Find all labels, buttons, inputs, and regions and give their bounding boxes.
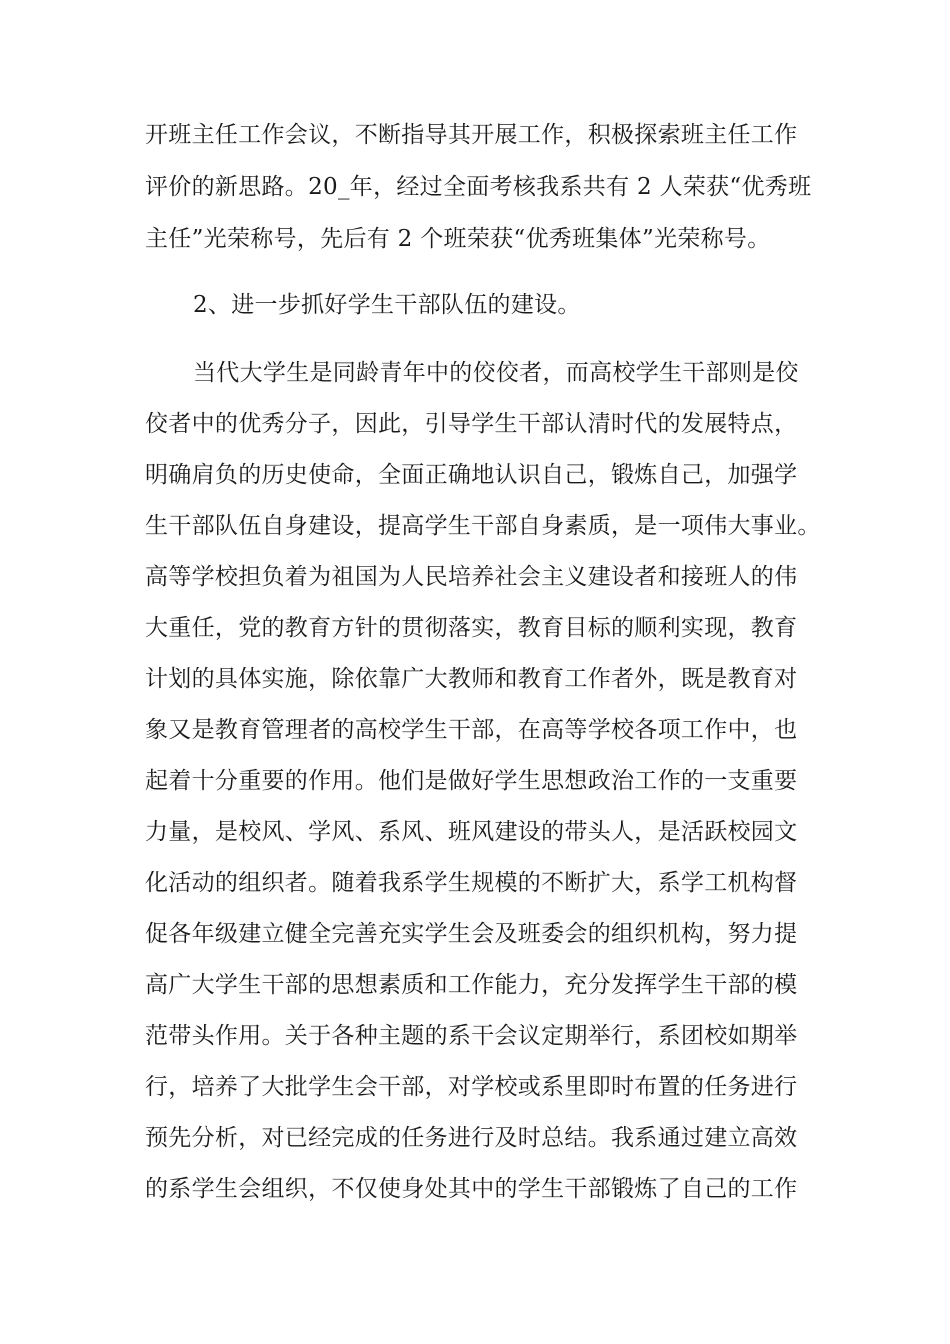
text-line: 起着十分重要的作用。他们是做好学生思想政治工作的一支重要 <box>145 768 798 794</box>
text-line: 象又是教育管理者的高校学生干部，在高等学校各项工作中，也 <box>145 717 798 743</box>
text-line: 明确肩负的历史使命，全面正确地认识自己，锻炼自己，加强学 <box>145 462 798 488</box>
text-line: 佼者中的优秀分子，因此，引导学生干部认清时代的发展特点， <box>145 411 798 437</box>
text-line: 的系学生会组织，不仅使身处其中的学生干部锻炼了自己的工作 <box>145 1176 798 1202</box>
text-line: 开班主任工作会议，不断指导其开展工作，积极探索班主任工作 <box>145 122 798 148</box>
text-line: 大重任，党的教育方针的贯彻落实，教育目标的顺利实现，教育 <box>145 615 798 641</box>
text-line: 计划的具体实施，除依靠广大教师和教育工作者外，既是教育对 <box>145 666 798 692</box>
text-line: 评价的新思路。20_年，经过全面考核我系共有 2 人荣获“优秀班 <box>145 174 812 200</box>
text-line: 高广大学生干部的思想素质和工作能力，充分发挥学生干部的模 <box>145 972 798 998</box>
text-line: 高等学校担负着为祖国为人民培养社会主义建设者和接班人的伟 <box>145 564 798 590</box>
text-line: 行，培养了大批学生会干部，对学校或系里即时布置的任务进行 <box>145 1074 798 1100</box>
text-line: 当代大学生是同龄青年中的佼佼者，而高校学生干部则是佼 <box>193 360 799 386</box>
text-line: 生干部队伍自身建设，提高学生干部自身素质，是一项伟大事业。 <box>145 513 821 539</box>
text-line: 主任”光荣称号，先后有 2 个班荣获“优秀班集体”光荣称号。 <box>145 226 771 252</box>
text-line: 力量，是校风、学风、系风、班风建设的带头人，是活跃校园文 <box>145 819 798 845</box>
text-line: 促各年级建立健全完善充实学生会及班委会的组织机构，努力提 <box>145 921 798 947</box>
text-line: 预先分析，对已经完成的任务进行及时总结。我系通过建立高效 <box>145 1125 798 1151</box>
text-line: 范带头作用。关于各种主题的系干会议定期举行，系团校如期举 <box>145 1023 798 1049</box>
text-line: 化活动的组织者。随着我系学生规模的不断扩大，系学工机构督 <box>145 870 798 896</box>
section-heading: 2、进一步抓好学生干部队伍的建设。 <box>193 292 581 318</box>
